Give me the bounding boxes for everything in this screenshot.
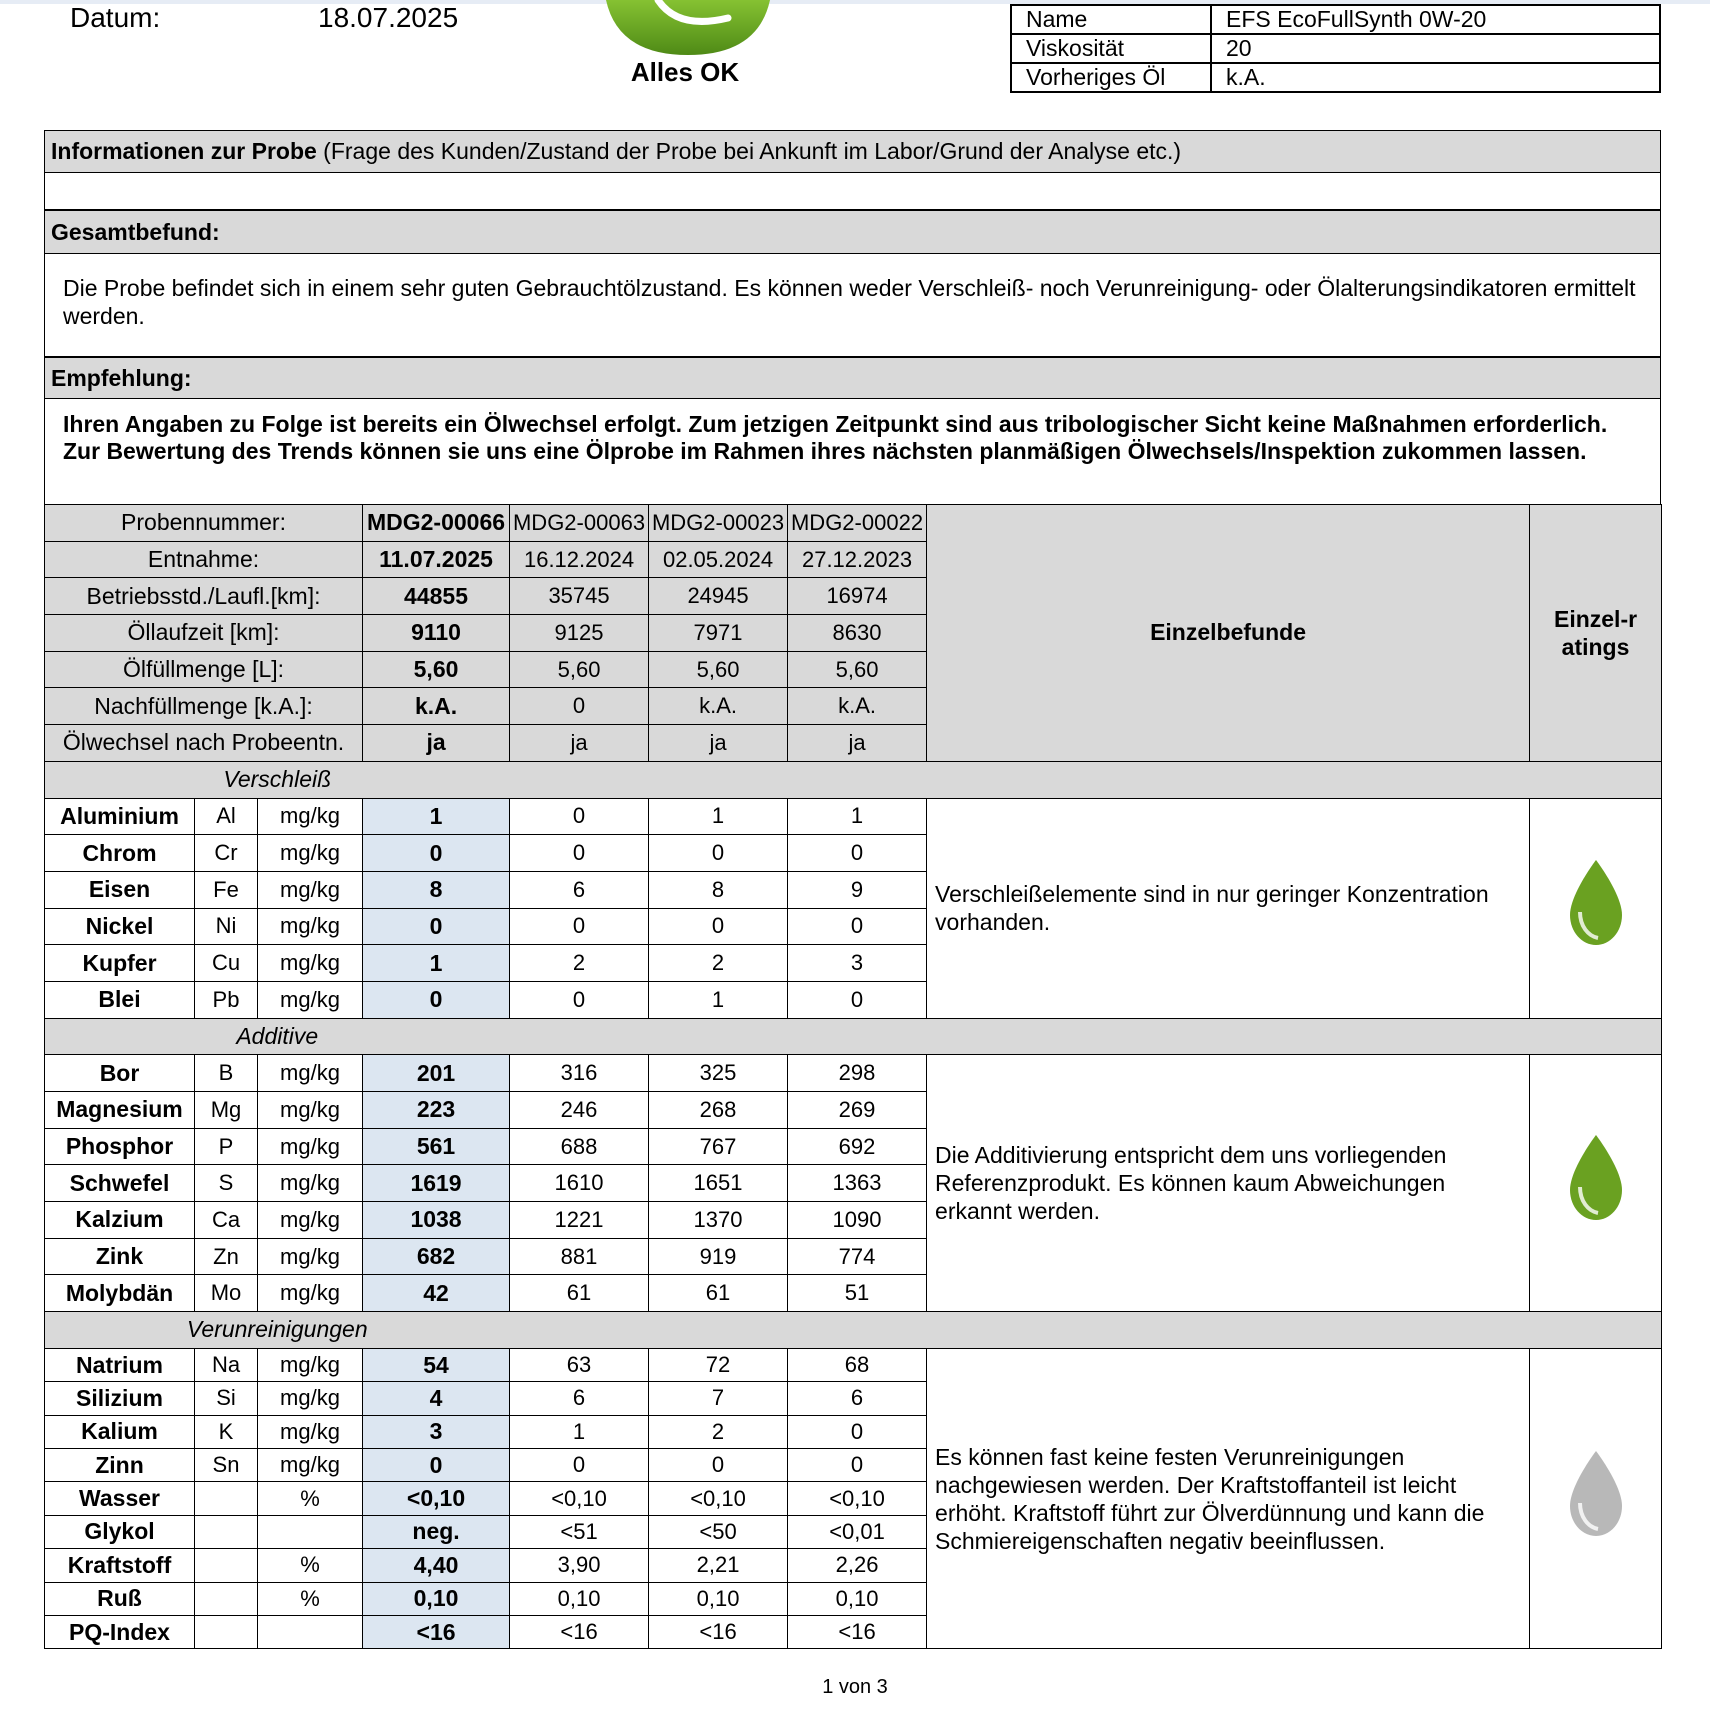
sample-header-value: 16.12.2024 xyxy=(510,541,649,578)
sample-header-value: 5,60 xyxy=(363,651,510,688)
element-symbol: Ni xyxy=(195,908,258,945)
element-name: Phosphor xyxy=(45,1128,195,1165)
element-value: 6 xyxy=(510,871,649,908)
element-value: 1 xyxy=(363,945,510,982)
element-symbol: Si xyxy=(195,1382,258,1415)
element-value: 1 xyxy=(363,798,510,835)
group-header-row xyxy=(45,761,1662,798)
element-value: 269 xyxy=(788,1092,927,1129)
sample-header-value: ja xyxy=(510,725,649,762)
element-unit: % xyxy=(258,1549,363,1582)
element-value: 4,40 xyxy=(363,1549,510,1582)
sample-header-value: k.A. xyxy=(788,688,927,725)
ratings-header xyxy=(1530,505,1662,762)
oil-info-key: Vorheriges Öl xyxy=(1011,63,1211,92)
element-value: 0 xyxy=(510,981,649,1018)
element-name: Chrom xyxy=(45,835,195,872)
sample-info-header xyxy=(44,130,1661,173)
group-finding: Die Additivierung entspricht dem uns vorliegenden Referenzprodukt. Es können kaum Abweichungen erkannt werden. xyxy=(927,1055,1530,1312)
oil-info-key: Name xyxy=(1011,5,1211,34)
element-name: Silizium xyxy=(45,1382,195,1415)
element-unit: mg/kg xyxy=(258,1448,363,1481)
element-symbol xyxy=(195,1582,258,1615)
recommendation-title: Empfehlung: xyxy=(51,364,192,391)
element-unit: mg/kg xyxy=(258,1165,363,1202)
element-value: 881 xyxy=(510,1238,649,1275)
element-value: neg. xyxy=(363,1515,510,1548)
ratings-header-text: Einzel-ratings xyxy=(1553,605,1638,660)
sample-info-subtitle: (Frage des Kunden/Zustand der Probe bei Ankunft im Labor/Grund der Analyse etc.) xyxy=(316,138,1182,164)
overall-findings-title: Gesamtbefund: xyxy=(51,218,220,245)
element-value: 7 xyxy=(649,1382,788,1415)
oil-info-key: Viskosität xyxy=(1011,34,1211,63)
element-value: <16 xyxy=(363,1615,510,1648)
element-symbol: Fe xyxy=(195,871,258,908)
element-name: Zinn xyxy=(45,1448,195,1481)
element-value: 0 xyxy=(649,835,788,872)
oil-info-row xyxy=(1011,63,1660,92)
overall-findings-text: Die Probe befindet sich in einem sehr guten Gebrauchtölzustand. Es können weder Verschleiß- noch Verunreinigung- oder Ölalterungsindikatoren ermittelt werden. xyxy=(44,254,1661,357)
analysis-table xyxy=(44,504,1662,1649)
element-value: 2,26 xyxy=(788,1549,927,1582)
green-drop-rating-icon xyxy=(1566,1135,1626,1225)
green-leaf-logo-icon xyxy=(598,0,778,60)
element-value: 61 xyxy=(510,1275,649,1312)
sample-header-value: MDG2-00023 xyxy=(649,505,788,542)
sample-header-label: Betriebsstd./Laufl.[km]: xyxy=(45,578,363,615)
element-value: 0 xyxy=(363,1448,510,1481)
rating-cell xyxy=(1530,1348,1662,1649)
group-name-text: Verschleiß xyxy=(223,766,332,793)
element-symbol: Cu xyxy=(195,945,258,982)
element-name: Kalium xyxy=(45,1415,195,1448)
element-value: 0 xyxy=(510,908,649,945)
element-unit: mg/kg xyxy=(258,1382,363,1415)
sample-header-value: 0 xyxy=(510,688,649,725)
sample-header-value: MDG2-00022 xyxy=(788,505,927,542)
sample-header-value: 5,60 xyxy=(510,651,649,688)
sample-header-value: 5,60 xyxy=(649,651,788,688)
element-name: Natrium xyxy=(45,1348,195,1381)
element-value: 42 xyxy=(363,1275,510,1312)
sample-header-row xyxy=(45,505,1662,542)
element-value: 1221 xyxy=(510,1202,649,1239)
rating-cell xyxy=(1530,798,1662,1018)
element-value: 919 xyxy=(649,1238,788,1275)
date-value: 18.07.2025 xyxy=(318,2,459,33)
element-name: Zink xyxy=(45,1238,195,1275)
element-value: 0 xyxy=(649,1448,788,1481)
element-symbol: B xyxy=(195,1055,258,1092)
element-name: Nickel xyxy=(45,908,195,945)
element-name: Molybdän xyxy=(45,1275,195,1312)
element-value: 0 xyxy=(510,798,649,835)
sample-header-value: 5,60 xyxy=(788,651,927,688)
element-value: 3,90 xyxy=(510,1549,649,1582)
group-name-text: Additive xyxy=(236,1022,319,1049)
element-name: Aluminium xyxy=(45,798,195,835)
sample-header-value: k.A. xyxy=(649,688,788,725)
sample-header-label: Ölwechsel nach Probeentn. xyxy=(45,725,363,762)
element-value: 246 xyxy=(510,1092,649,1129)
element-row xyxy=(45,1055,1662,1092)
group-name xyxy=(45,1312,510,1349)
element-unit: mg/kg xyxy=(258,981,363,1018)
element-value: 298 xyxy=(788,1055,927,1092)
overall-findings-header xyxy=(44,210,1661,254)
group-name xyxy=(45,1018,510,1055)
element-value: 767 xyxy=(649,1128,788,1165)
group-header-fill xyxy=(510,761,1662,798)
group-header-row xyxy=(45,1312,1662,1349)
group-finding: Es können fast keine festen Verunreinigungen nachgewiesen werden. Der Kraftstoffanteil ist leicht erhöht. Kraftstoff führt zur Ölverdünnung und kann die Schmiereigenschaften negativ beeinflussen. xyxy=(927,1348,1530,1649)
element-symbol xyxy=(195,1515,258,1548)
element-value: 0 xyxy=(788,908,927,945)
element-unit: mg/kg xyxy=(258,835,363,872)
element-value: 682 xyxy=(363,1238,510,1275)
element-value: 692 xyxy=(788,1128,927,1165)
element-symbol: Pb xyxy=(195,981,258,1018)
element-value: 1 xyxy=(649,981,788,1018)
group-name xyxy=(45,761,510,798)
element-value: <0,10 xyxy=(788,1482,927,1515)
sample-header-label: Entnahme: xyxy=(45,541,363,578)
element-value: 0 xyxy=(510,835,649,872)
element-symbol: Na xyxy=(195,1348,258,1381)
element-value: 68 xyxy=(788,1348,927,1381)
element-name: Kraftstoff xyxy=(45,1549,195,1582)
element-value: 0 xyxy=(788,1415,927,1448)
oil-info-value: 20 xyxy=(1211,34,1660,63)
element-name: Wasser xyxy=(45,1482,195,1515)
element-value: 8 xyxy=(363,871,510,908)
element-value: 3 xyxy=(788,945,927,982)
element-name: Bor xyxy=(45,1055,195,1092)
element-value: 774 xyxy=(788,1238,927,1275)
element-value: 72 xyxy=(649,1348,788,1381)
element-value: 0 xyxy=(788,835,927,872)
element-value: 1 xyxy=(649,798,788,835)
element-value: 325 xyxy=(649,1055,788,1092)
sample-header-value: k.A. xyxy=(363,688,510,725)
element-symbol: Mg xyxy=(195,1092,258,1129)
element-unit: % xyxy=(258,1482,363,1515)
element-symbol: Al xyxy=(195,798,258,835)
element-value: 6 xyxy=(788,1382,927,1415)
oil-info-table xyxy=(1010,4,1661,93)
element-unit: mg/kg xyxy=(258,1055,363,1092)
element-value: 2 xyxy=(649,945,788,982)
element-value: 63 xyxy=(510,1348,649,1381)
element-unit xyxy=(258,1615,363,1648)
element-unit: mg/kg xyxy=(258,798,363,835)
element-symbol: S xyxy=(195,1165,258,1202)
element-value: 6 xyxy=(510,1382,649,1415)
element-value: 0 xyxy=(649,908,788,945)
sample-header-value: 16974 xyxy=(788,578,927,615)
element-symbol xyxy=(195,1549,258,1582)
sample-header-label: Probennummer: xyxy=(45,505,363,542)
element-symbol: Mo xyxy=(195,1275,258,1312)
sample-header-value: ja xyxy=(788,725,927,762)
element-value: <50 xyxy=(649,1515,788,1548)
element-value: 2 xyxy=(510,945,649,982)
element-unit: mg/kg xyxy=(258,871,363,908)
group-name-text: Verunreinigungen xyxy=(186,1316,368,1343)
element-unit: mg/kg xyxy=(258,1348,363,1381)
element-value: 561 xyxy=(363,1128,510,1165)
element-symbol xyxy=(195,1615,258,1648)
element-value: 1 xyxy=(788,798,927,835)
element-value: <51 xyxy=(510,1515,649,1548)
sample-header-label: Ölfüllmenge [L]: xyxy=(45,651,363,688)
element-name: Schwefel xyxy=(45,1165,195,1202)
element-value: 0 xyxy=(788,1448,927,1481)
sample-header-value: 9110 xyxy=(363,615,510,652)
element-value: 1370 xyxy=(649,1202,788,1239)
rating-cell xyxy=(1530,1055,1662,1312)
element-unit xyxy=(258,1515,363,1548)
element-row xyxy=(45,1348,1662,1381)
element-name: Eisen xyxy=(45,871,195,908)
element-value: <0,10 xyxy=(363,1482,510,1515)
element-unit: % xyxy=(258,1582,363,1615)
element-unit: mg/kg xyxy=(258,908,363,945)
element-value: 0 xyxy=(363,835,510,872)
element-unit: mg/kg xyxy=(258,1202,363,1239)
element-value: <16 xyxy=(649,1615,788,1648)
element-value: 0,10 xyxy=(363,1582,510,1615)
element-unit: mg/kg xyxy=(258,1238,363,1275)
sample-header-value: ja xyxy=(649,725,788,762)
element-symbol: Sn xyxy=(195,1448,258,1481)
findings-header: Einzelbefunde xyxy=(927,505,1530,762)
element-unit: mg/kg xyxy=(258,1275,363,1312)
element-name: Kalzium xyxy=(45,1202,195,1239)
element-value: 9 xyxy=(788,871,927,908)
element-name: PQ-Index xyxy=(45,1615,195,1648)
element-symbol: K xyxy=(195,1415,258,1448)
element-value: 8 xyxy=(649,871,788,908)
recommendation-text: Ihren Angaben zu Folge ist bereits ein Ölwechsel erfolgt. Zum jetzigen Zeitpunkt sind aus tribologischer Sicht keine Maßnahmen erforderlich. Zur Bewertung des Trends können sie uns eine Ölprobe im Rahmen ihres nächsten planmäßigen Ölwechsels/Inspektion zukommen lassen. xyxy=(44,399,1661,505)
sample-header-value: MDG2-00066 xyxy=(363,505,510,542)
sample-header-label: Öllaufzeit [km]: xyxy=(45,615,363,652)
element-value: 1 xyxy=(510,1415,649,1448)
date-label: Datum: xyxy=(70,2,161,33)
element-row xyxy=(45,798,1662,835)
element-value: 0,10 xyxy=(788,1582,927,1615)
element-unit: mg/kg xyxy=(258,945,363,982)
element-value: 316 xyxy=(510,1055,649,1092)
sample-header-value: 02.05.2024 xyxy=(649,541,788,578)
element-value: 54 xyxy=(363,1348,510,1381)
sample-header-value: MDG2-00063 xyxy=(510,505,649,542)
element-value: 0 xyxy=(363,981,510,1018)
group-header-fill xyxy=(510,1312,1662,1349)
oil-info-row xyxy=(1011,34,1660,63)
element-value: 0 xyxy=(788,981,927,1018)
element-symbol xyxy=(195,1482,258,1515)
element-value: 688 xyxy=(510,1128,649,1165)
element-value: 1090 xyxy=(788,1202,927,1239)
group-finding: Verschleißelemente sind in nur geringer Konzentration vorhanden. xyxy=(927,798,1530,1018)
sample-header-value: 35745 xyxy=(510,578,649,615)
sample-header-value: 9125 xyxy=(510,615,649,652)
sample-header-value: 11.07.2025 xyxy=(363,541,510,578)
sample-header-value: 7971 xyxy=(649,615,788,652)
sample-header-value: 44855 xyxy=(363,578,510,615)
grey-drop-rating-icon xyxy=(1566,1451,1626,1541)
group-header-row xyxy=(45,1018,1662,1055)
page-number: 1 von 3 xyxy=(822,1676,888,1698)
element-value: 2,21 xyxy=(649,1549,788,1582)
element-value: <0,10 xyxy=(649,1482,788,1515)
element-value: 201 xyxy=(363,1055,510,1092)
element-value: 4 xyxy=(363,1382,510,1415)
element-name: Ruß xyxy=(45,1582,195,1615)
element-value: 223 xyxy=(363,1092,510,1129)
element-symbol: P xyxy=(195,1128,258,1165)
element-value: <0,01 xyxy=(788,1515,927,1548)
group-header-fill xyxy=(510,1018,1662,1055)
oil-info-value: EFS EcoFullSynth 0W-20 xyxy=(1211,5,1660,34)
element-value: 51 xyxy=(788,1275,927,1312)
element-value: 1038 xyxy=(363,1202,510,1239)
element-value: <16 xyxy=(788,1615,927,1648)
element-value: 1619 xyxy=(363,1165,510,1202)
element-value: 0,10 xyxy=(510,1582,649,1615)
element-value: 1610 xyxy=(510,1165,649,1202)
sample-header-value: 27.12.2023 xyxy=(788,541,927,578)
green-drop-rating-icon xyxy=(1566,860,1626,950)
element-value: 0,10 xyxy=(649,1582,788,1615)
element-name: Magnesium xyxy=(45,1092,195,1129)
element-value: <16 xyxy=(510,1615,649,1648)
element-name: Blei xyxy=(45,981,195,1018)
status-text: Alles OK xyxy=(630,57,740,87)
element-value: 0 xyxy=(363,908,510,945)
sample-header-value: 8630 xyxy=(788,615,927,652)
sample-header-value: ja xyxy=(363,725,510,762)
element-value: <0,10 xyxy=(510,1482,649,1515)
element-value: 1651 xyxy=(649,1165,788,1202)
element-unit: mg/kg xyxy=(258,1092,363,1129)
oil-info-value: k.A. xyxy=(1211,63,1660,92)
element-value: 0 xyxy=(510,1448,649,1481)
recommendation-header xyxy=(44,357,1661,399)
oil-info-row xyxy=(1011,5,1660,34)
sample-info-title: Informationen zur Probe xyxy=(51,138,317,164)
element-unit: mg/kg xyxy=(258,1415,363,1448)
element-unit: mg/kg xyxy=(258,1128,363,1165)
element-name: Kupfer xyxy=(45,945,195,982)
element-value: 268 xyxy=(649,1092,788,1129)
sample-info-content xyxy=(44,173,1661,210)
element-value: 1363 xyxy=(788,1165,927,1202)
element-name: Glykol xyxy=(45,1515,195,1548)
element-symbol: Zn xyxy=(195,1238,258,1275)
sample-header-label: Nachfüllmenge [k.A.]: xyxy=(45,688,363,725)
element-value: 3 xyxy=(363,1415,510,1448)
element-value: 2 xyxy=(649,1415,788,1448)
element-value: 61 xyxy=(649,1275,788,1312)
element-symbol: Cr xyxy=(195,835,258,872)
sample-header-value: 24945 xyxy=(649,578,788,615)
element-symbol: Ca xyxy=(195,1202,258,1239)
